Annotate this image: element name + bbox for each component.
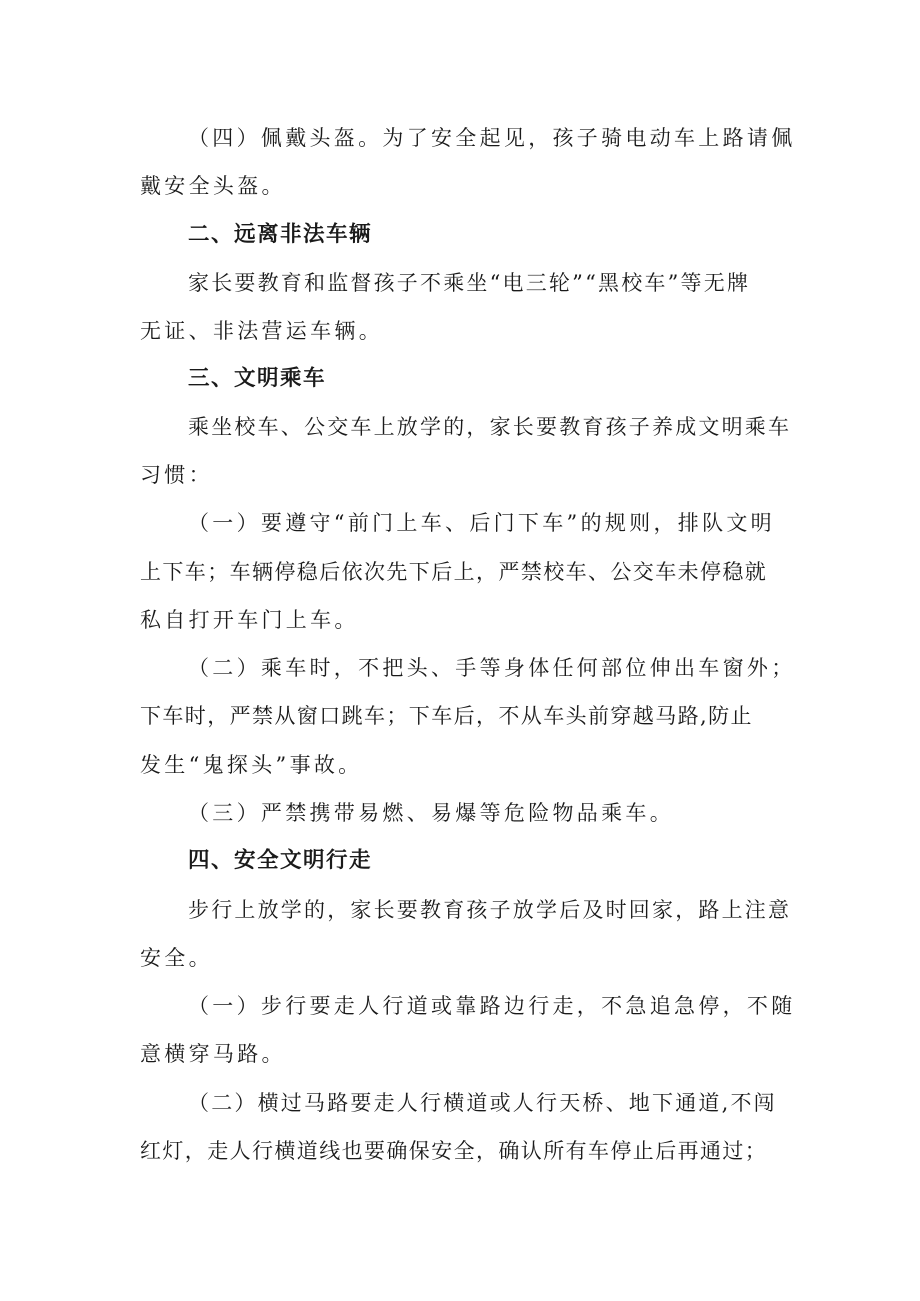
paragraph-line: （一）要遵守“前门上车、后门下车”的规则，排队文明 (188, 511, 775, 535)
paragraph-line: 习惯： (140, 463, 213, 487)
paragraph-line: 红灯，走人行横道线也要确保安全，确认所有车停止后再通过； (140, 1139, 768, 1163)
paragraph-line: （四）佩戴头盔。为了安全起见，孩子骑电动车上路请佩 (188, 126, 796, 150)
paragraph-line: （二）横过马路要走人行横道或人行天桥、地下通道,不闯 (188, 1091, 777, 1115)
section-heading-3: 三、文明乘车 (188, 366, 327, 391)
paragraph-line: 安全。 (140, 946, 213, 970)
paragraph-line: 上下车；车辆停稳后依次先下后上，严禁校车、公交车未停稳就 (140, 560, 768, 584)
paragraph-line: 家长要教育和监督孩子不乘坐“电三轮”“黑校车”等无牌 (188, 271, 751, 295)
paragraph-line: 意横穿马路。 (140, 1042, 286, 1066)
paragraph-line: （一）步行要走人行道或靠路边行走，不急追急停，不随 (188, 994, 796, 1018)
section-heading-2: 二、远离非法车辆 (188, 222, 373, 247)
paragraph-line: （三）严禁携带易燃、易爆等危险物品乘车。 (188, 801, 674, 825)
paragraph-line: 乘坐校车、公交车上放学的，家长要教育孩子养成文明乘车 (188, 415, 792, 439)
paragraph-line: 无证、非法营运车辆。 (140, 319, 383, 343)
paragraph-line: 步行上放学的，家长要教育孩子放学后及时回家，路上注意 (188, 898, 792, 922)
paragraph-line: （二）乘车时，不把头、手等身体任何部位伸出车窗外； (188, 656, 796, 680)
paragraph-line: 下车时，严禁从窗口跳车；下车后，不从车头前穿越马路,防止 (140, 704, 753, 728)
paragraph-line: 发生“鬼探头”事故。 (140, 753, 363, 777)
paragraph-line: 戴安全头盔。 (140, 174, 286, 198)
paragraph-line: 私自打开车门上车。 (140, 608, 359, 632)
section-heading-4: 四、安全文明行走 (188, 848, 373, 873)
